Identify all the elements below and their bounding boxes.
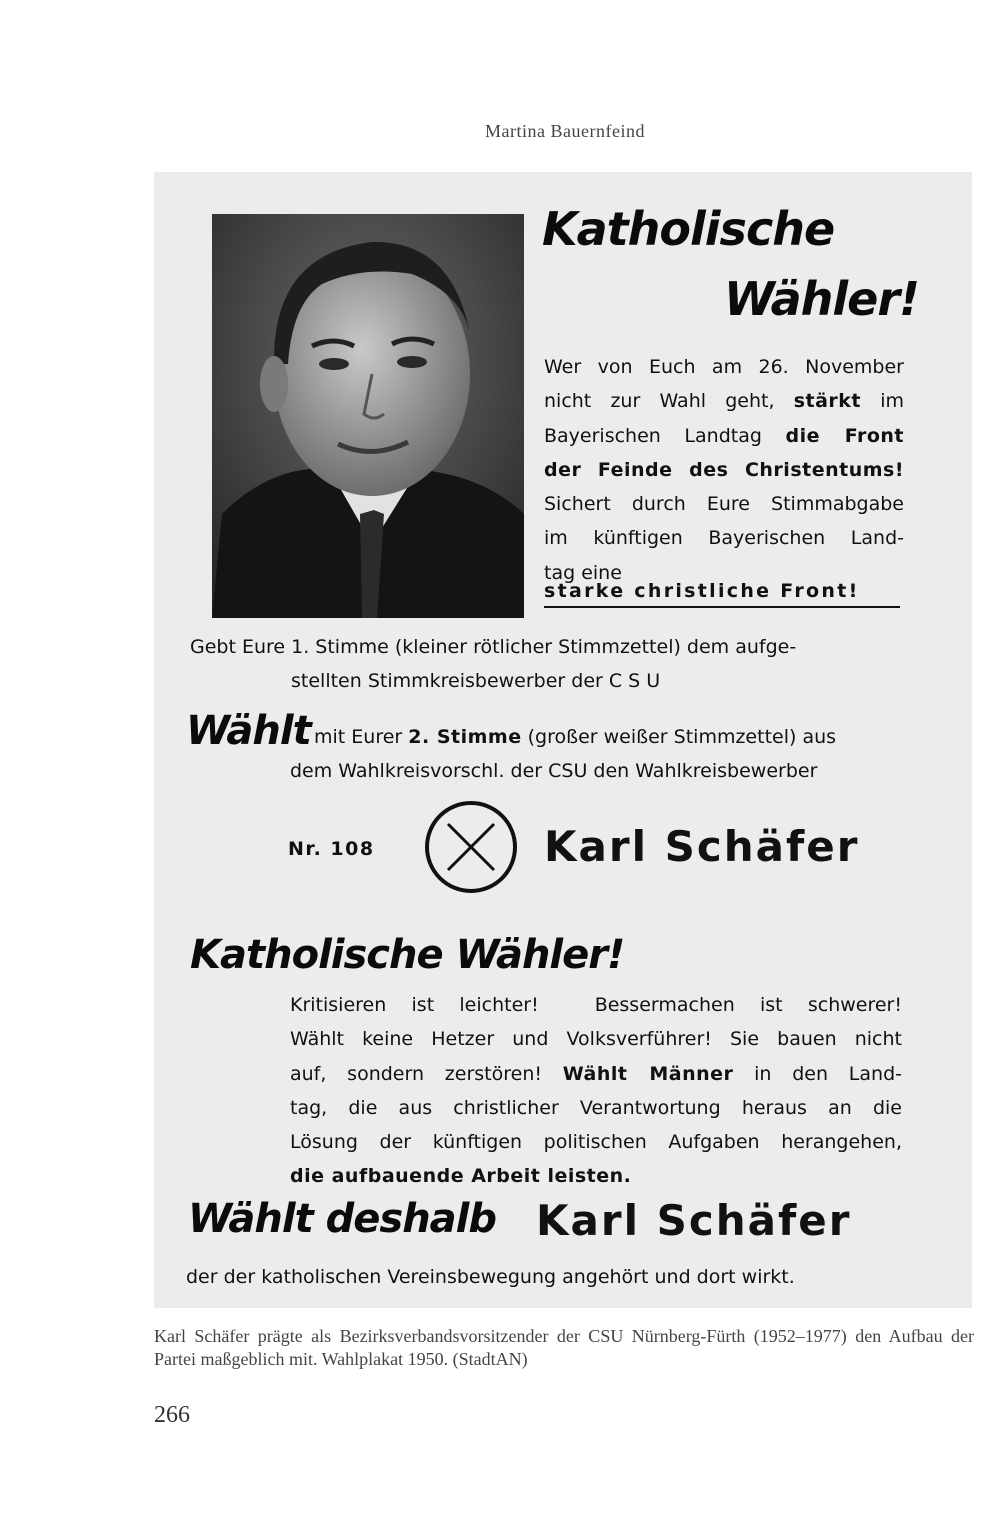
closing-line: der der katholischen Vereinsbewegung angehört und dort wirkt. [186, 1266, 795, 1288]
running-head: Martina Bauernfeind [485, 121, 645, 141]
closing-script-heading: Wählt deshalb [188, 1196, 497, 1242]
intro-line: Sichert durch Eure Stimmabgabe [544, 493, 904, 516]
intro-line: der Feinde des Christentums! [544, 458, 904, 481]
headline2-katholische-waehler: Katholische Wähler! [190, 932, 625, 978]
intro-line: Bayerischen Landtag die Front [544, 424, 904, 447]
election-poster [154, 172, 972, 1308]
headline-katholische: Katholische [542, 202, 835, 256]
intro-paragraph [544, 350, 904, 590]
intro-line: nicht zur Wahl geht, stärkt im [544, 390, 905, 413]
closing-candidate-name: Karl Schäfer [536, 1196, 852, 1245]
page-number: 266 [154, 1402, 190, 1428]
figure-caption: Karl Schäfer prägte als Bezirksverbandsvorsitzender der CSU Nürnberg-Fürth (1952–1977) den Aufbau der Partei maßgeblich mit. Wahlplakat 1950. (StadtAN) [154, 1326, 974, 1369]
second-vote-paragraph: mit Eurer 2. Stimme (großer weißer Stimmzettel) aus dem Wahlkreisvorschl. der CSU den Wahlkreisbewerber [290, 726, 837, 783]
intro-line: im künftigen Bayerischen Land- [544, 527, 904, 550]
intro-line: tag eine [544, 561, 622, 584]
candidate-portrait [212, 214, 524, 618]
ballot-cross-icon [422, 798, 520, 896]
appeal-paragraph: Kritisieren ist leichter! Bessermachen ist schwerer! Wählt keine Hetzer und Volksverführer! Sie bauen nicht auf, sondern zerstören! Wählt Männer in den Land- tag, die aus christlicher Verantwortung heraus an die Lösung der künftigen politischen Aufgaben herangehen, die aufbauende Arbeit leisten. [290, 994, 902, 1188]
first-vote-paragraph: Gebt Eure 1. Stimme (kleiner rötlicher Stimmzettel) dem aufge- stellten Stimmkreisbewerber der C S U [190, 636, 797, 693]
christliche-front-line: starke christliche Front! [544, 580, 900, 608]
candidate-number: Nr. 108 [288, 838, 375, 860]
intro-line: Wer von Euch am 26. November [544, 356, 904, 378]
candidate-name: Karl Schäfer [544, 822, 860, 871]
waehlt-heading: Wählt [186, 708, 311, 754]
headline-waehler: Wähler! [724, 272, 920, 326]
